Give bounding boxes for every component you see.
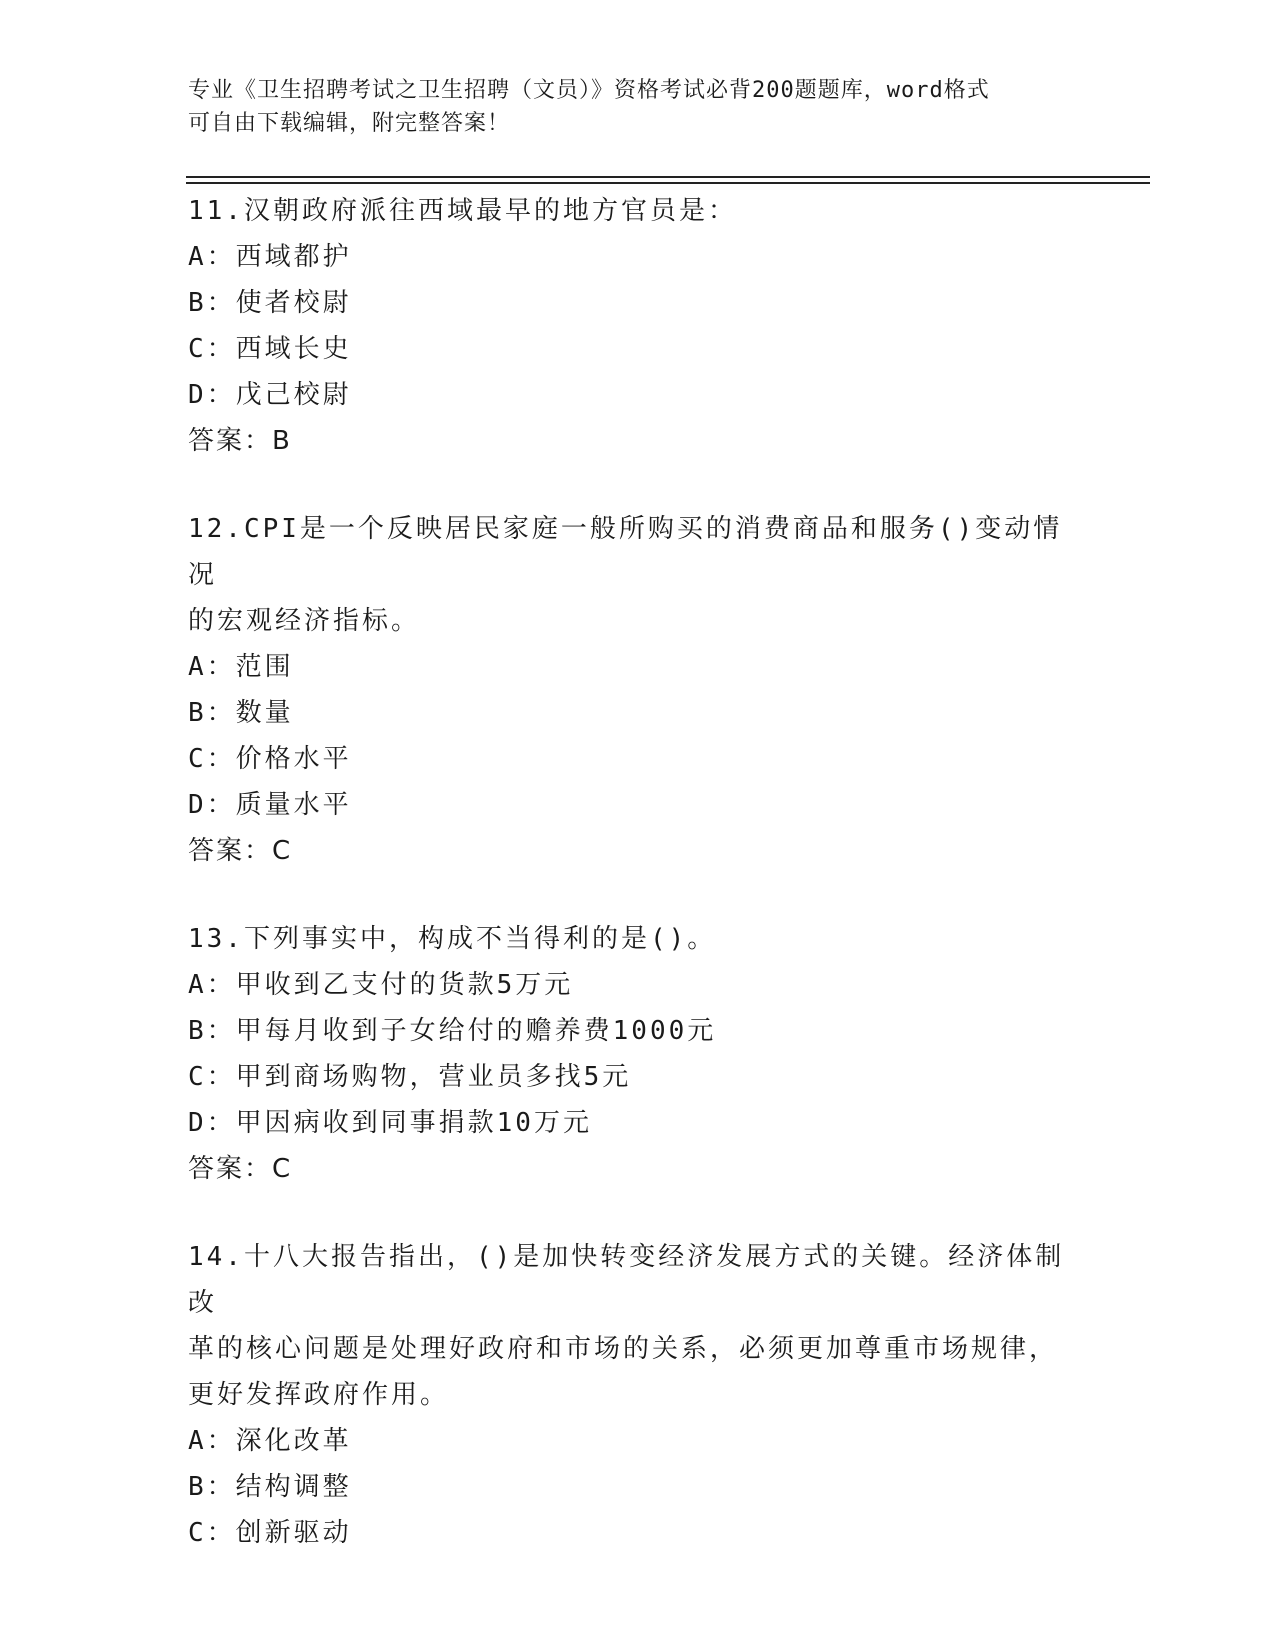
question-stem: 11.汉朝政府派往西域最早的地方官员是： [188,196,737,226]
document-header [188,74,1068,140]
question-stem: 12.CPI是一个反映居民家庭一般所购买的消费商品和服务()变动情况 [188,514,1063,590]
option-d: D：质量水平 [188,790,352,820]
option-d: D：戊己校尉 [188,380,352,410]
option-a: A：西域都护 [188,242,352,272]
option-b: B：结构调整 [188,1472,352,1502]
question-13 [188,916,1088,1192]
question-12 [188,506,1088,874]
question-stem-continued: 的宏观经济指标。 [188,606,421,636]
option-b: B：使者校尉 [188,288,352,318]
answer-line: 答案：C [188,836,293,866]
question-14 [188,1234,1088,1556]
option-d: D：甲因病收到同事捐款10万元 [188,1108,592,1138]
header-rule-bottom [186,182,1150,184]
header-rule-top [186,176,1150,178]
option-c: C：创新驱动 [188,1518,352,1548]
option-c: C：价格水平 [188,744,352,774]
option-a: A：深化改革 [188,1426,352,1456]
option-c: C：西域长史 [188,334,352,364]
question-stem: 14.十八大报告指出，()是加快转变经济发展方式的关键。经济体制改 [188,1242,1065,1318]
option-a: A：范围 [188,652,294,682]
option-b: B：甲每月收到子女给付的赡养费1000元 [188,1016,717,1046]
option-b: B：数量 [188,698,294,728]
answer-line: 答案：B [188,426,292,456]
answer-line: 答案：C [188,1154,293,1184]
question-stem: 13.下列事实中，构成不当得利的是()。 [188,924,717,954]
question-11 [188,188,1088,464]
option-a: A：甲收到乙支付的货款5万元 [188,970,574,1000]
question-stem-continued-2: 更好发挥政府作用。 [188,1380,450,1410]
question-stem-continued: 革的核心问题是处理好政府和市场的关系，必须更加尊重市场规律， [188,1334,1059,1364]
header-line-2: 可自由下载编辑，附完整答案！ [188,111,511,136]
option-c: C：甲到商场购物，营业员多找5元 [188,1062,632,1092]
header-line-1: 专业《卫生招聘考试之卫生招聘（文员）》资格考试必背200题题库，word格式 [188,78,990,103]
question-list [188,188,1088,1598]
